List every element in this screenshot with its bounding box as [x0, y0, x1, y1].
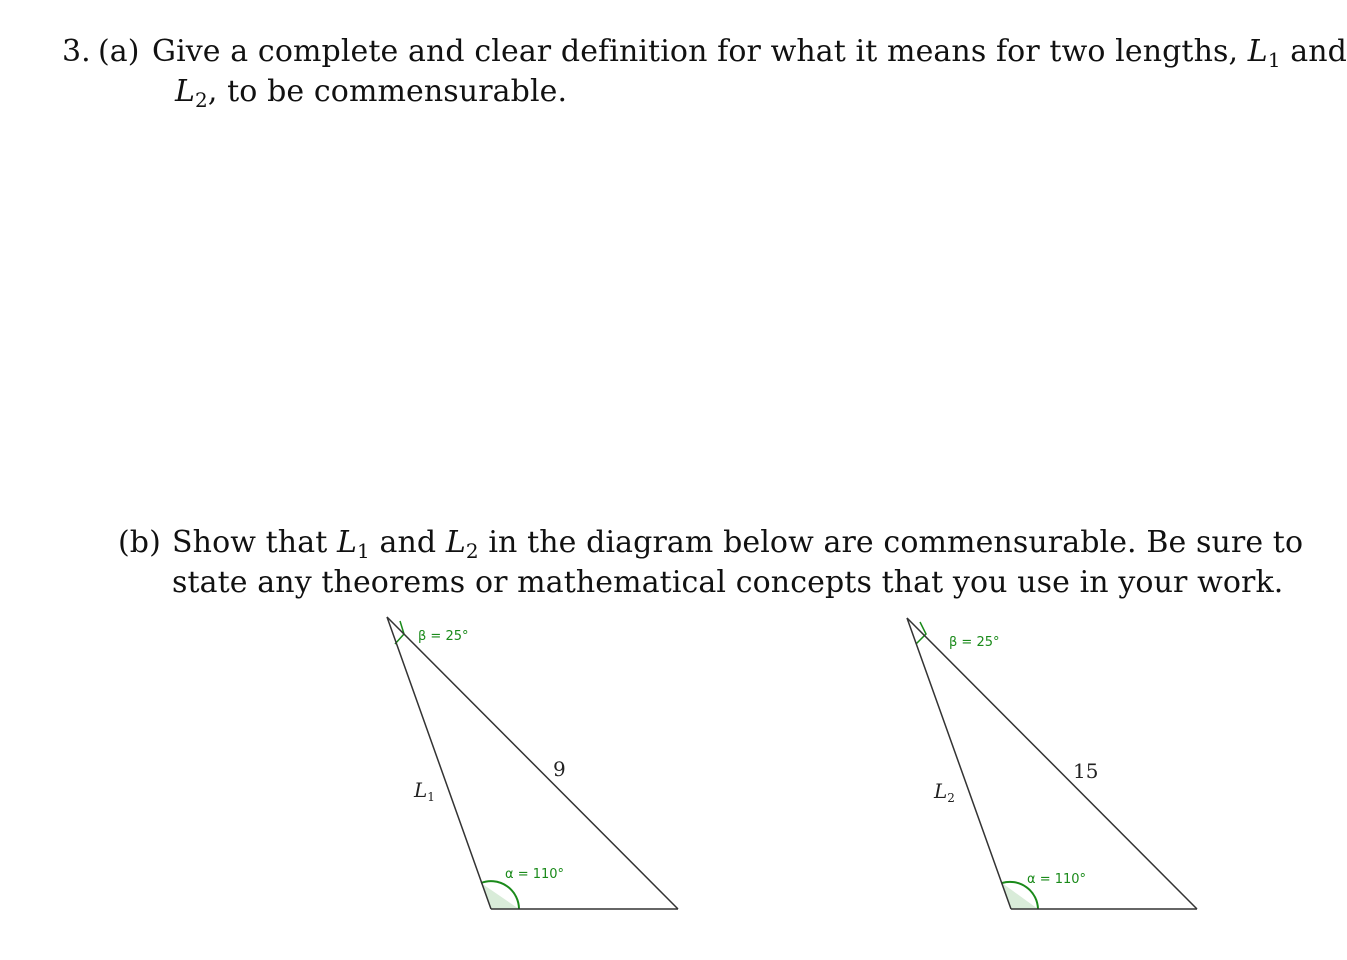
- triangle-1: [387, 617, 678, 909]
- triangle-2-alpha-label: α = 110°: [1027, 872, 1087, 887]
- triangle-2-side-value: 15: [1073, 759, 1099, 783]
- part-a-text: Give a complete and clear definition for what it means for two lengths,: [152, 34, 1248, 69]
- triangle-2-length-label: $L_2$: [934, 779, 955, 805]
- part-b-label: (b): [118, 525, 161, 560]
- triangle-1-side-9: [387, 617, 678, 909]
- triangle-1-side-l1: [387, 617, 491, 909]
- triangles-diagram: [0, 600, 1312, 940]
- var-l2: $L_2$: [175, 74, 208, 112]
- triangle-2-side-15: [907, 618, 1197, 909]
- part-b-text-rest: in the diagram below are commensurable. Be sure to: [478, 525, 1304, 560]
- triangle-1-side-value: 9: [553, 757, 566, 781]
- triangle-2-beta-label: β = 25°: [949, 635, 1000, 650]
- part-a-text-line2: [175, 72, 567, 120]
- part-b-text: Show that: [172, 525, 338, 560]
- question-number: 3.: [62, 34, 91, 69]
- triangle-1-beta-label: β = 25°: [418, 629, 469, 644]
- part-a-text-end: , to be commensurable.: [207, 74, 568, 109]
- triangle-1-length-label: $L_1$: [414, 778, 435, 804]
- triangle-2-side-l2: [907, 618, 1011, 909]
- triangle-2: [907, 618, 1197, 909]
- part-a-and: and: [1280, 34, 1347, 69]
- var-l1: $L_1$: [337, 525, 370, 563]
- var-l1: $L_1$: [1247, 34, 1281, 72]
- part-b-text-line2: state any theorems or mathematical concepts that you use in your work.: [172, 565, 1284, 600]
- part-b-and: and: [369, 525, 446, 560]
- triangle-1-alpha-label: α = 110°: [505, 867, 565, 882]
- var-l2: $L_2$: [445, 525, 479, 563]
- part-a-label: (a): [98, 34, 140, 69]
